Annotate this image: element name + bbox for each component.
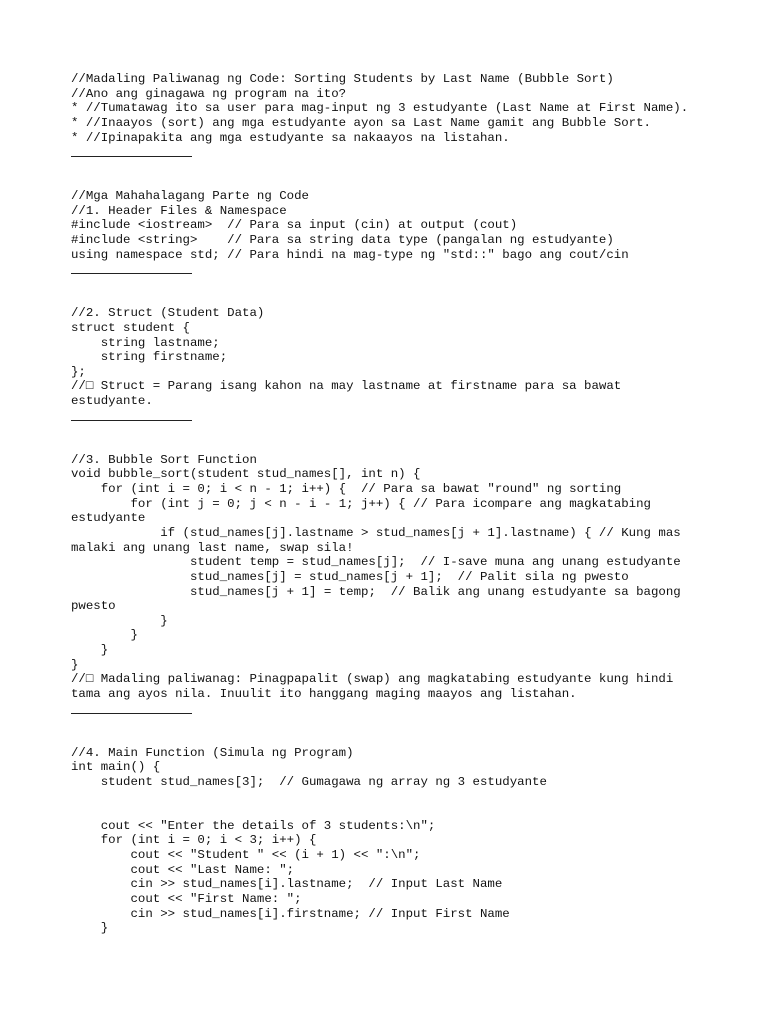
code-line: cout << "Enter the details of 3 students:\n"; — [71, 818, 436, 833]
code-line: } — [71, 613, 168, 628]
code-line: }; — [71, 364, 86, 379]
code-line: #include <string> // Para sa string data type (pangalan ng estudyante) — [71, 233, 614, 248]
code-line: struct student { — [71, 320, 190, 335]
section-separator — [71, 262, 711, 277]
code-line: //Madaling Paliwanag ng Code: Sorting Students by Last Name (Bubble Sort) — [71, 72, 614, 86]
section-separator — [71, 409, 711, 424]
code-line: //Ano ang ginagawa ng program na ito? — [71, 86, 347, 101]
code-line: stud_names[j + 1] = temp; // Balik ang unang estudyante sa bagong pwesto — [71, 584, 689, 614]
code-line: //4. Main Function (Simula ng Program) — [71, 745, 354, 760]
code-line: for (int j = 0; j < n - i - 1; j++) { // Para icompare ang magkatabing estudyante — [71, 496, 659, 526]
blank-line — [71, 160, 711, 175]
code-line: } — [71, 643, 109, 658]
code-line: cout << "Last Name: "; — [71, 862, 295, 877]
code-line: * //Inaayos (sort) ang mga estudyante ayon sa Last Name gamit ang Bubble Sort. — [71, 115, 651, 130]
section-separator — [71, 702, 711, 717]
code-line: //□ Madaling paliwanag: Pinagpapalit (swap) ang magkatabing estudyante kung hindi tama ang ayos nila. Inuulit ito hanggang maging maayos ang listahan. — [71, 672, 681, 702]
blank-line — [71, 790, 711, 805]
code-line: } — [71, 657, 79, 672]
blank-line — [71, 804, 711, 819]
code-line: } — [71, 628, 138, 643]
code-line: student temp = stud_names[j]; // I-save muna ang unang estudyante — [71, 555, 681, 570]
code-line: stud_names[j] = stud_names[j + 1]; // Palit sila ng pwesto — [71, 569, 629, 584]
code-line: * //Tumatawag ito sa user para mag-input ng 3 estudyante (Last Name at First Name). — [71, 101, 689, 116]
code-line: string firstname; — [71, 350, 228, 365]
section-separator — [71, 145, 711, 160]
code-line: //Mga Mahahalagang Parte ng Code — [71, 189, 309, 204]
code-line: //1. Header Files & Namespace — [71, 203, 287, 218]
code-line: if (stud_names[j].lastname > stud_names[j + 1].lastname) { // Kung mas malaki ang unang last name, swap sila! — [71, 525, 689, 555]
code-line: * //Ipinapakita ang mga estudyante sa nakaayos na listahan. — [71, 130, 510, 145]
document-page — [71, 72, 711, 936]
code-line: string lastname; — [71, 335, 220, 350]
code-line: } — [71, 921, 109, 936]
code-line: cout << "First Name: "; — [71, 892, 302, 907]
code-line: //3. Bubble Sort Function — [71, 452, 257, 467]
blank-line — [71, 731, 711, 746]
code-line: cout << "Student " << (i + 1) << ":\n"; — [71, 848, 421, 863]
code-line: void bubble_sort(student stud_names[], int n) { — [71, 467, 421, 482]
blank-line — [71, 716, 711, 731]
code-line: //2. Struct (Student Data) — [71, 306, 265, 321]
code-line: cin >> stud_names[i].lastname; // Input Last Name — [71, 877, 503, 892]
code-line: for (int i = 0; i < n - 1; i++) { // Para sa bawat "round" ng sorting — [71, 481, 622, 496]
code-line: using namespace std; // Para hindi na mag-type ng "std::" bago ang cout/cin — [71, 247, 629, 262]
blank-line — [71, 438, 711, 453]
code-line: //□ Struct = Parang isang kahon na may lastname at firstname para sa bawat estudyante. — [71, 379, 629, 409]
blank-line — [71, 174, 711, 189]
code-line: for (int i = 0; i < 3; i++) { — [71, 833, 317, 848]
code-line: student stud_names[3]; // Gumagawa ng array ng 3 estudyante — [71, 774, 547, 789]
blank-line — [71, 423, 711, 438]
blank-line — [71, 277, 711, 292]
code-line: int main() { — [71, 760, 161, 775]
code-line: cin >> stud_names[i].firstname; // Input First Name — [71, 906, 510, 921]
code-line: #include <iostream> // Para sa input (cin) at output (cout) — [71, 218, 518, 233]
blank-line — [71, 292, 711, 307]
